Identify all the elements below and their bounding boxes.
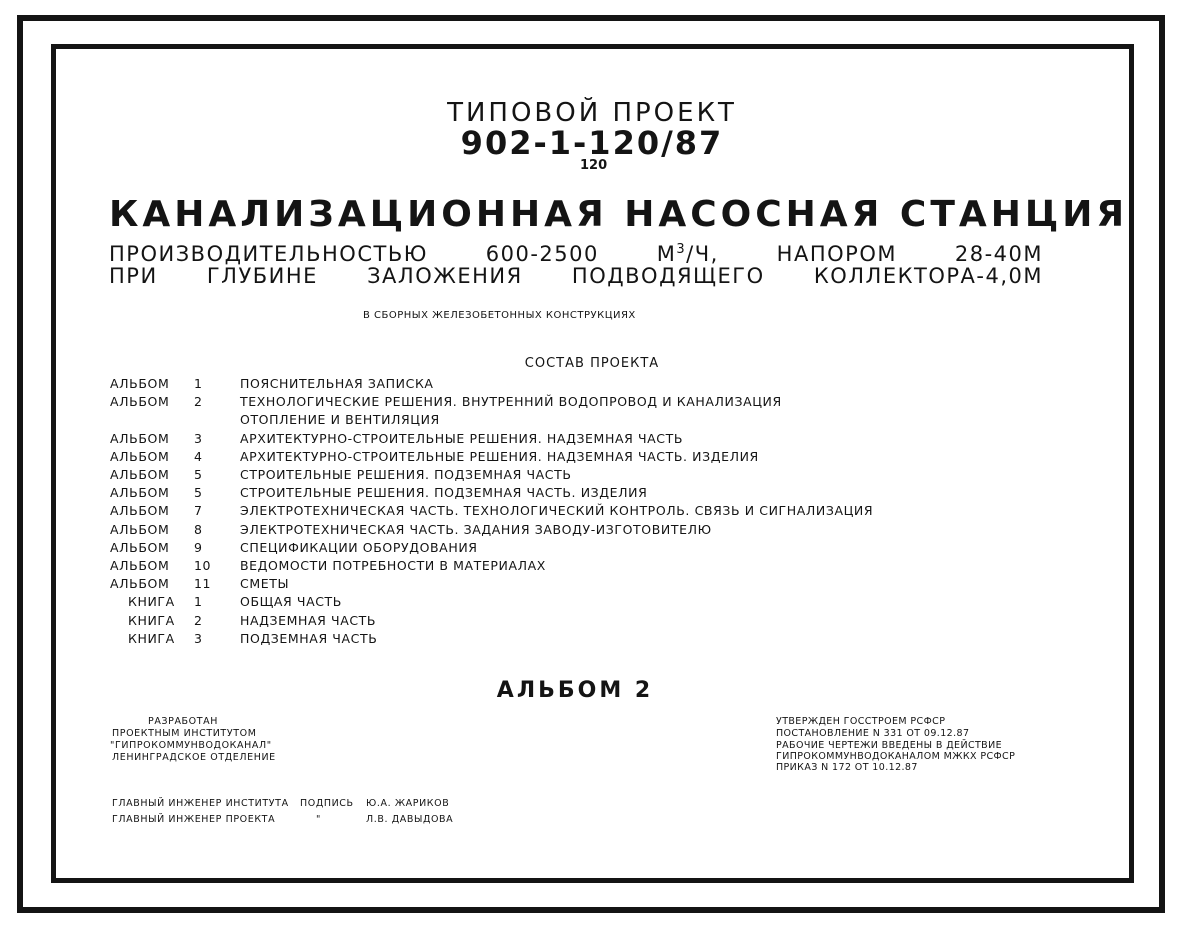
capacity-unit-exponent: 3: [676, 242, 687, 257]
approval-line-2: ПОСТАНОВЛЕНИЕ N 331 ОТ 09.12.87: [776, 728, 970, 739]
construction-type: В СБОРНЫХ ЖЕЛЕЗОБЕТОННЫХ КОНСТРУКЦИЯХ: [363, 310, 636, 321]
contents-item-title: СТРОИТЕЛЬНЫЕ РЕШЕНИЯ. ПОДЗЕМНАЯ ЧАСТЬ: [240, 467, 572, 482]
contents-item-title: ОБЩАЯ ЧАСТЬ: [240, 594, 342, 609]
contents-item-number: 1: [194, 594, 203, 609]
developer-line-2: ПРОЕКТНЫМ ИНСТИТУТОМ: [112, 728, 257, 739]
sheet-code: 902-1-120/87: [460, 124, 724, 162]
contents-item-title: ТЕХНОЛОГИЧЕСКИЕ РЕШЕНИЯ. ВНУТРЕННИЙ ВОДОПРОВОД И КАНАЛИЗАЦИЯ: [240, 394, 782, 409]
project-depth-line: ПРИ ГЛУБИНЕ ЗАЛОЖЕНИЯ ПОДВОДЯЩЕГО КОЛЛЕКТОРА-4,0М: [109, 264, 1043, 288]
project-capacity-line: [109, 242, 1043, 266]
signature-role-1: ГЛАВНЫЙ ИНЖЕНЕР ИНСТИТУТА: [112, 798, 289, 809]
contents-item-kind: АЛЬБОМ: [110, 376, 170, 391]
contents-item-kind: АЛЬБОМ: [110, 522, 170, 537]
contents-item-title: СМЕТЫ: [240, 576, 290, 591]
contents-item-number: 9: [194, 540, 203, 555]
contents-item-title: ОТОПЛЕНИЕ И ВЕНТИЛЯЦИЯ: [240, 412, 440, 427]
contents-item-number: 2: [194, 613, 203, 628]
contents-item-title: СТРОИТЕЛЬНЫЕ РЕШЕНИЯ. ПОДЗЕМНАЯ ЧАСТЬ. ИЗДЕЛИЯ: [240, 485, 648, 500]
contents-item-kind: АЛЬБОМ: [110, 485, 170, 500]
contents-heading: СОСТАВ ПРОЕКТА: [524, 356, 660, 371]
contents-item-kind: АЛЬБОМ: [110, 467, 170, 482]
contents-item-title: СПЕЦИФИКАЦИИ ОБОРУДОВАНИЯ: [240, 540, 478, 555]
contents-item-kind: КНИГА: [128, 594, 175, 609]
project-title: КАНАЛИЗАЦИОННАЯ НАСОСНАЯ СТАНЦИЯ: [109, 194, 1129, 235]
approval-line-3: РАБОЧИЕ ЧЕРТЕЖИ ВВЕДЕНЫ В ДЕЙСТВИЕ: [776, 740, 1003, 751]
contents-item-number: 3: [194, 431, 203, 446]
developer-line-3: "ГИПРОКОММУНВОДОКАНАЛ": [110, 740, 272, 751]
contents-item-kind: КНИГА: [128, 631, 175, 646]
approval-line-5: ПРИКАЗ N 172 ОТ 10.12.87: [776, 762, 918, 773]
signature-name-1: Ю.А. ЖАРИКОВ: [366, 798, 450, 809]
approval-line-1: УТВЕРЖДЕН ГОССТРОЕМ РСФСР: [776, 716, 946, 727]
contents-item-kind: АЛЬБОМ: [110, 449, 170, 464]
contents-item-title: АРХИТЕКТУРНО-СТРОИТЕЛЬНЫЕ РЕШЕНИЯ. НАДЗЕМНАЯ ЧАСТЬ. ИЗДЕЛИЯ: [240, 449, 759, 464]
contents-item-kind: КНИГА: [128, 613, 175, 628]
signature-mark-2: ": [316, 814, 321, 825]
contents-item-number: 7: [194, 503, 203, 518]
contents-item-kind: АЛЬБОМ: [110, 394, 170, 409]
contents-item-title: ПОДЗЕМНАЯ ЧАСТЬ: [240, 631, 378, 646]
contents-item-title: АРХИТЕКТУРНО-СТРОИТЕЛЬНЫЕ РЕШЕНИЯ. НАДЗЕМНАЯ ЧАСТЬ: [240, 431, 684, 446]
developer-line-4: ЛЕНИНГРАДСКОЕ ОТДЕЛЕНИЕ: [112, 752, 276, 763]
capacity-text-suffix: /Ч, НАПОРОМ 28-40М: [686, 242, 1043, 266]
contents-item-title: ВЕДОМОСТИ ПОТРЕБНОСТИ В МАТЕРИАЛАХ: [240, 558, 546, 573]
contents-item-title: ПОЯСНИТЕЛЬНАЯ ЗАПИСКА: [240, 376, 434, 391]
signature-mark-1: ПОДПИСЬ: [300, 798, 354, 809]
contents-item-kind: АЛЬБОМ: [110, 558, 170, 573]
contents-item-kind: АЛЬБОМ: [110, 431, 170, 446]
contents-item-number: 5: [194, 485, 203, 500]
contents-item-number: 4: [194, 449, 203, 464]
album-label: АЛЬБОМ 2: [496, 678, 654, 703]
contents-item-kind: АЛЬБОМ: [110, 576, 170, 591]
contents-item-number: 1: [194, 376, 203, 391]
signature-name-2: Л.В. ДАВЫДОВА: [366, 814, 454, 825]
sheet-code-handwritten: 120: [580, 158, 608, 173]
contents-item-number: 3: [194, 631, 203, 646]
contents-item-number: 10: [194, 558, 212, 573]
contents-item-title: ЭЛЕКТРОТЕХНИЧЕСКАЯ ЧАСТЬ. ТЕХНОЛОГИЧЕСКИЙ КОНТРОЛЬ. СВЯЗЬ И СИГНАЛИЗАЦИЯ: [240, 503, 874, 518]
contents-item-kind: АЛЬБОМ: [110, 503, 170, 518]
contents-item-number: 5: [194, 467, 203, 482]
developer-line-1: РАЗРАБОТАН: [148, 716, 218, 727]
sheet-type-label: ТИПОВОЙ ПРОЕКТ: [447, 98, 737, 128]
contents-item-number: 2: [194, 394, 203, 409]
contents-item-kind: АЛЬБОМ: [110, 540, 170, 555]
approval-line-4: ГИПРОКОММУНВОДОКАНАЛОМ МЖКХ РСФСР: [776, 751, 1016, 762]
contents-item-number: 8: [194, 522, 203, 537]
capacity-text: ПРОИЗВОДИТЕЛЬНОСТЬЮ 600-2500 М: [109, 242, 677, 266]
signature-role-2: ГЛАВНЫЙ ИНЖЕНЕР ПРОЕКТА: [112, 814, 276, 825]
contents-item-title: ЭЛЕКТРОТЕХНИЧЕСКАЯ ЧАСТЬ. ЗАДАНИЯ ЗАВОДУ-ИЗГОТОВИТЕЛЮ: [240, 522, 712, 537]
contents-item-title: НАДЗЕМНАЯ ЧАСТЬ: [240, 613, 377, 628]
contents-item-number: 11: [194, 576, 212, 591]
